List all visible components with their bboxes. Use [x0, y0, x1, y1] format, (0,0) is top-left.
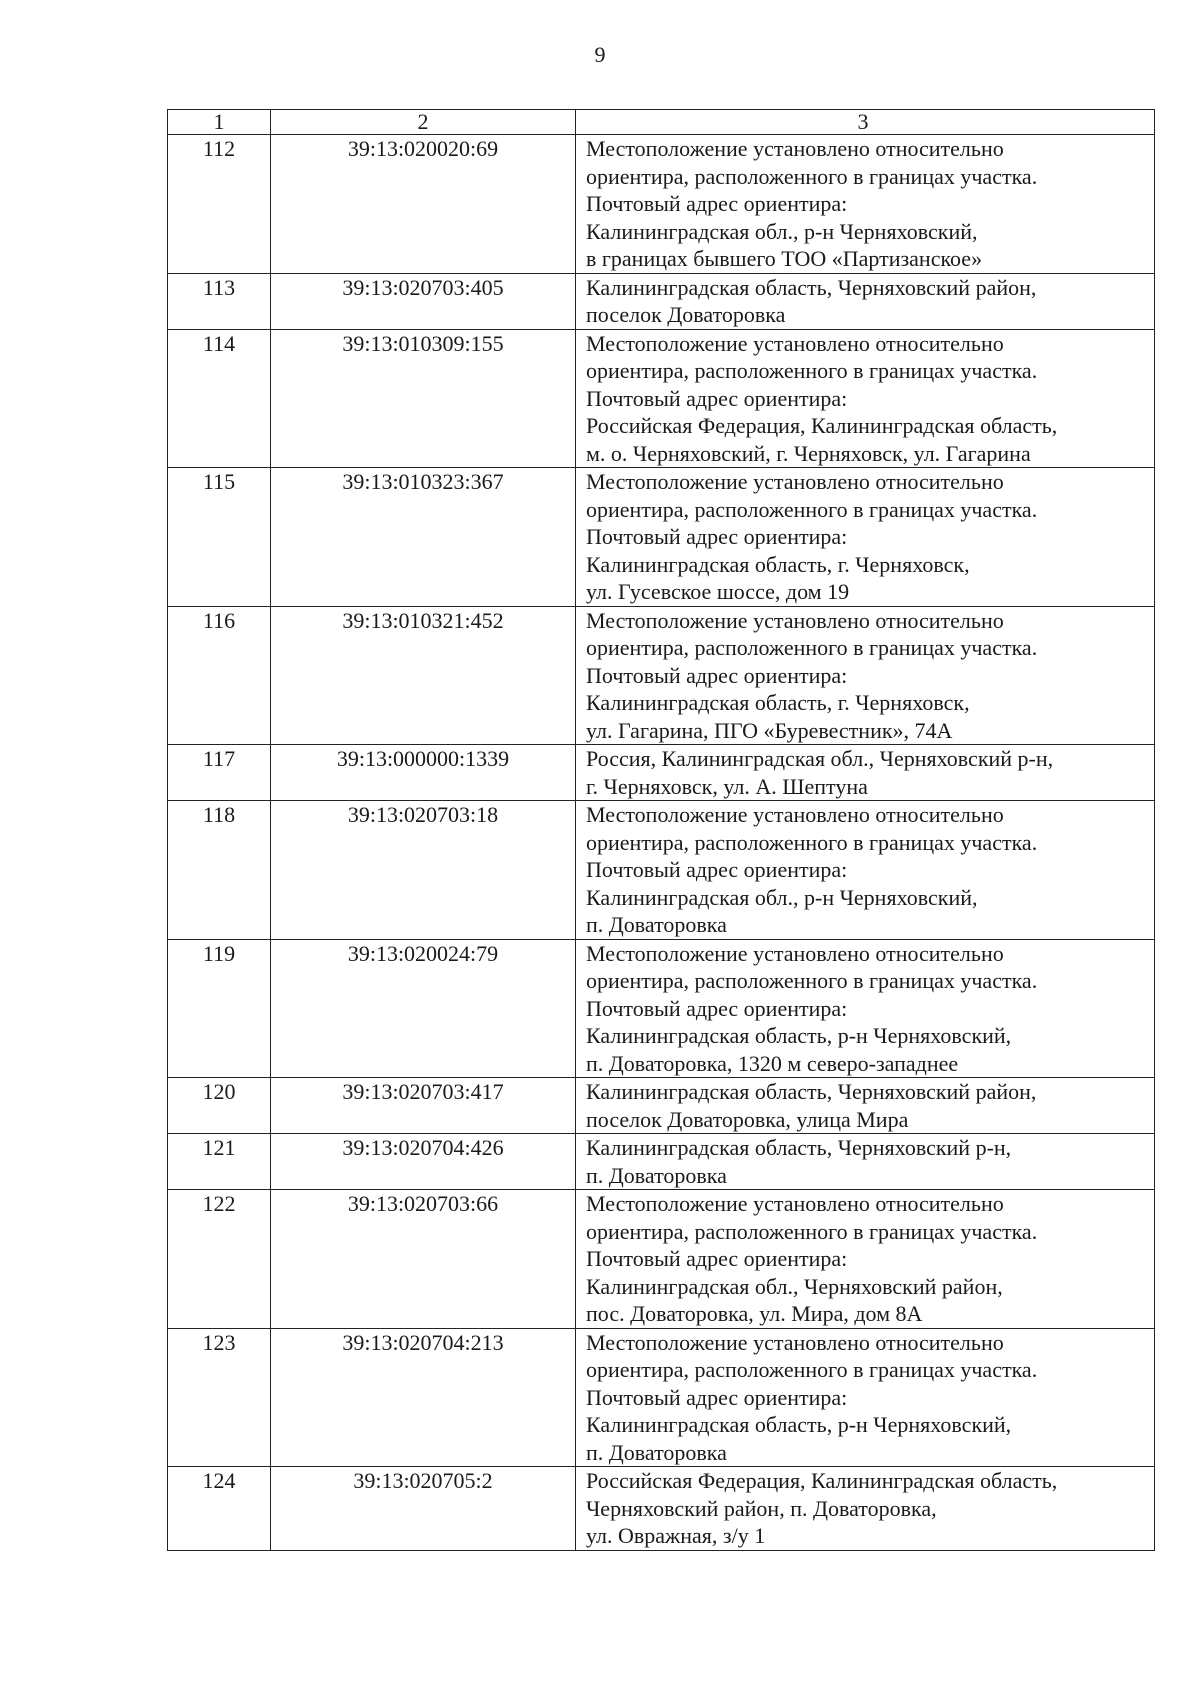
- address-line: Почтовый адрес ориентира:: [586, 995, 848, 1021]
- address-line: Калининградская область, Черняховский р-н,: [586, 1135, 1012, 1160]
- cadastral-number-cell: 39:13:020024:79: [271, 939, 576, 1078]
- address-line: г. Черняховск, ул. А. Шептуна: [586, 773, 868, 799]
- address-cell: [576, 745, 1155, 801]
- address-line: ориентира, расположенного в границах участка.: [586, 829, 1038, 855]
- address-line: Местоположение установлено относительно: [586, 940, 1004, 966]
- address-cell: [576, 939, 1155, 1078]
- table-body: [168, 110, 1155, 1551]
- address-line: Российская Федерация, Калининградская область,: [586, 1468, 1058, 1493]
- row-number-cell: 116: [168, 606, 271, 745]
- row-number-cell: 119: [168, 939, 271, 1078]
- row-number-cell: 118: [168, 801, 271, 940]
- table-row: [168, 1190, 1155, 1329]
- address-line: м. о. Черняховский, г. Черняховск, ул. Гагарина: [586, 440, 1031, 466]
- address-line: ориентира, расположенного в границах участка.: [586, 968, 1038, 993]
- table-row: [168, 1134, 1155, 1190]
- address-line: Калининградская обл., р-н Черняховский,: [586, 884, 978, 910]
- cadastral-number-cell: 39:13:010323:367: [271, 468, 576, 607]
- address-cell: [576, 1328, 1155, 1467]
- header-col-2: 2: [271, 110, 576, 135]
- address-line: ориентира, расположенного в границах участка.: [586, 635, 1038, 660]
- cadastral-number-cell: 39:13:020703:417: [271, 1078, 576, 1134]
- address-line: Местоположение установлено относительно: [586, 802, 1004, 827]
- address-line: ориентира, расположенного в границах участка.: [586, 1357, 1038, 1382]
- address-cell: [576, 606, 1155, 745]
- table-row: [168, 135, 1155, 274]
- parcel-table: [167, 109, 1155, 1551]
- address-line: п. Доваторовка: [586, 1439, 727, 1465]
- page-number: 9: [594, 42, 606, 67]
- cadastral-number-cell: 39:13:020703:66: [271, 1190, 576, 1329]
- address-line: ул. Гусевское шоссе, дом 19: [586, 579, 850, 604]
- row-number-cell: 117: [168, 745, 271, 801]
- address-cell: [576, 135, 1155, 274]
- address-line: в границах бывшего ТОО «Партизанское»: [586, 246, 983, 271]
- address-line: Калининградская область, г. Черняховск,: [586, 551, 970, 577]
- table-row: [168, 273, 1155, 329]
- cadastral-number-cell: 39:13:010309:155: [271, 329, 576, 468]
- address-line: Калининградская область, р-н Черняховский,: [586, 1023, 1012, 1048]
- address-line: ул. Овражная, з/у 1: [586, 1523, 766, 1548]
- address-line: Почтовый адрес ориентира:: [586, 385, 848, 411]
- address-line: Почтовый адрес ориентира:: [586, 191, 848, 216]
- address-line: ориентира, расположенного в границах участка.: [586, 358, 1038, 383]
- address-cell: [576, 329, 1155, 468]
- table-row: [168, 1078, 1155, 1134]
- address-line: ул. Гагарина, ПГО «Буревестник», 74А: [586, 717, 953, 743]
- address-line: Почтовый адрес ориентира:: [586, 1246, 848, 1271]
- address-line: Почтовый адрес ориентира:: [586, 524, 848, 549]
- address-line: пос. Доваторовка, ул. Мира, дом 8А: [586, 1301, 923, 1326]
- cadastral-number-cell: 39:13:020703:18: [271, 801, 576, 940]
- address-line: поселок Доваторовка, улица Мира: [586, 1106, 909, 1132]
- table-row: [168, 606, 1155, 745]
- row-number-cell: 112: [168, 135, 271, 274]
- address-line: Черняховский район, п. Доваторовка,: [586, 1495, 937, 1521]
- address-line: Местоположение установлено относительно: [586, 136, 1004, 161]
- row-number-cell: 124: [168, 1467, 271, 1551]
- address-line: п. Доваторовка, 1320 м северо-западнее: [586, 1050, 959, 1076]
- address-line: Местоположение установлено относительно: [586, 1191, 1004, 1216]
- address-line: Калининградская область, г. Черняховск,: [586, 690, 970, 715]
- address-line: Калининградская обл., Черняховский район,: [586, 1273, 1003, 1299]
- cadastral-number-cell: 39:13:010321:452: [271, 606, 576, 745]
- table-row: [168, 939, 1155, 1078]
- cadastral-number-cell: 39:13:020020:69: [271, 135, 576, 274]
- cadastral-number-cell: 39:13:000000:1339: [271, 745, 576, 801]
- cadastral-number-cell: 39:13:020703:405: [271, 273, 576, 329]
- table-header-row: [168, 110, 1155, 135]
- address-cell: [576, 1190, 1155, 1329]
- address-line: Почтовый адрес ориентира:: [586, 662, 848, 688]
- table-row: [168, 1328, 1155, 1467]
- address-line: ориентира, расположенного в границах участка.: [586, 1218, 1038, 1244]
- address-cell: [576, 1134, 1155, 1190]
- table-row: [168, 329, 1155, 468]
- address-line: ориентира, расположенного в границах участка.: [586, 163, 1038, 189]
- row-number-cell: 123: [168, 1328, 271, 1467]
- address-line: Калининградская область, р-н Черняховский,: [586, 1412, 1012, 1437]
- address-line: Россия, Калининградская обл., Черняховский р-н,: [586, 746, 1054, 771]
- address-line: Почтовый адрес ориентира:: [586, 857, 848, 882]
- header-col-3: 3: [576, 110, 1155, 135]
- cadastral-number-cell: 39:13:020704:426: [271, 1134, 576, 1190]
- address-line: Калининградская область, Черняховский район,: [586, 274, 1037, 300]
- address-cell: [576, 801, 1155, 940]
- address-cell: [576, 1467, 1155, 1551]
- row-number-cell: 113: [168, 273, 271, 329]
- row-number-cell: 122: [168, 1190, 271, 1329]
- row-number-cell: 115: [168, 468, 271, 607]
- row-number-cell: 120: [168, 1078, 271, 1134]
- table-row: [168, 1467, 1155, 1551]
- address-line: п. Доваторовка: [586, 1162, 727, 1188]
- address-line: Местоположение установлено относительно: [586, 469, 1004, 494]
- address-line: Почтовый адрес ориентира:: [586, 1384, 848, 1410]
- address-cell: [576, 468, 1155, 607]
- address-line: Местоположение установлено относительно: [586, 607, 1004, 633]
- address-line: Российская Федерация, Калининградская область,: [586, 413, 1058, 438]
- header-col-1: 1: [168, 110, 271, 135]
- address-line: Местоположение установлено относительно: [586, 330, 1004, 356]
- cadastral-number-cell: 39:13:020705:2: [271, 1467, 576, 1551]
- address-line: п. Доваторовка: [586, 912, 727, 937]
- address-cell: [576, 1078, 1155, 1134]
- cadastral-number-cell: 39:13:020704:213: [271, 1328, 576, 1467]
- table-row: [168, 801, 1155, 940]
- address-line: поселок Доваторовка: [586, 302, 786, 327]
- address-line: Калининградская область, Черняховский район,: [586, 1079, 1037, 1104]
- table-row: [168, 468, 1155, 607]
- table-row: [168, 745, 1155, 801]
- row-number-cell: 121: [168, 1134, 271, 1190]
- address-cell: [576, 273, 1155, 329]
- address-line: Местоположение установлено относительно: [586, 1329, 1004, 1355]
- address-line: Калининградская обл., р-н Черняховский,: [586, 218, 978, 244]
- row-number-cell: 114: [168, 329, 271, 468]
- address-line: ориентира, расположенного в границах участка.: [586, 496, 1038, 522]
